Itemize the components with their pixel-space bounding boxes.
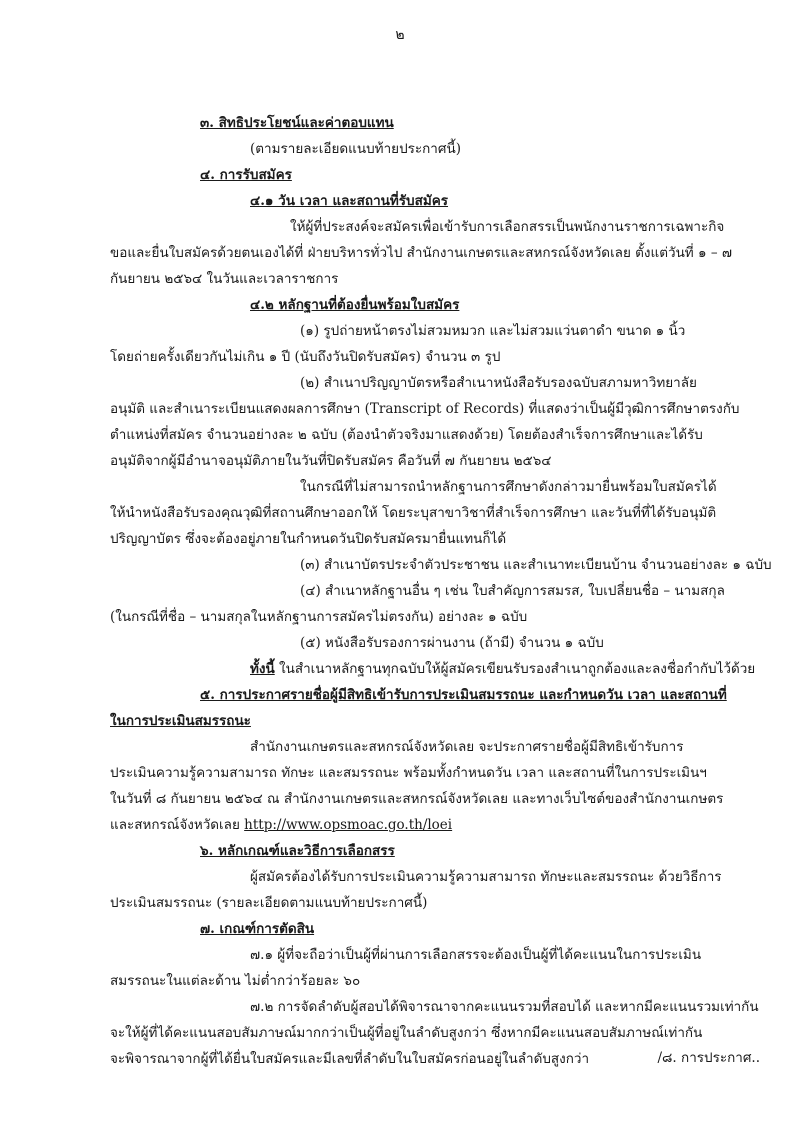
section-4-1-line-3: กันยายน ๒๕๖๔ ในวันและเวลาราชการ <box>110 271 339 287</box>
section-3-note: (ตามรายละเอียดแนบท้ายประกาศนี้) <box>250 141 461 157</box>
item-1-line-2: โดยถ่ายครั้งเดียวกันไม่เกิน ๑ ปี (นับถึงวันปิดรับสมัคร) จำนวน ๓ รูป <box>110 349 501 365</box>
section-3-heading: ๓. สิทธิประโยชน์และค่าตอบแทน <box>200 115 394 131</box>
section-5-line-3: ในวันที่ ๘ กันยายน ๒๕๖๔ ณ สำนักงานเกษตรและสหกรณ์จังหวัดเลย และทางเว็บไซต์ของสำนักงานเกษตร <box>110 791 724 807</box>
section-5-line-2: ประเมินความรู้ความสามารถ ทักษะ และสมรรถนะ พร้อมทั้งกำหนดวัน เวลา และสถานที่ในการประเมินฯ <box>110 765 707 781</box>
section-4-2-heading: ๔.๒ หลักฐานที่ต้องยื่นพร้อมใบสมัคร <box>250 297 460 313</box>
item-2-para-2-line-3: ปริญญาบัตร ซึ่งจะต้องอยู่ภายในกำหนดวันปิดรับสมัครมายื่นแทนก็ได้ <box>110 531 507 547</box>
section-4-heading: ๔. การรับสมัคร <box>200 167 292 183</box>
item-3: (๓) สำเนาบัตรประจำตัวประชาชน และสำเนาทะเบียนบ้าน จำนวนอย่างละ ๑ ฉบับ <box>300 557 772 573</box>
section-7-2-line-3: จะพิจารณาจากผู้ที่ได้ยื่นใบสมัครและมีเลขที่ลำดับในใบสมัครก่อนอยู่ในลำดับสูงกว่า <box>110 1051 590 1067</box>
item-2-line-1: (๒) สำเนาปริญญาบัตรหรือสำเนาหนังสือรับรองฉบับสภามหาวิทยาลัย <box>300 375 697 391</box>
section-4-1-line-2: ขอและยื่นใบสมัครด้วยตนเองได้ที่ ฝ่ายบริหารทั่วไป สำนักงานเกษตรและสหกรณ์จังหวัดเลย ตั้งแต่วันที่ ๑ – ๗ <box>110 245 733 261</box>
section-7-heading: ๗. เกณฑ์การตัดสิน <box>200 921 315 937</box>
item-2-line-2: อนุมัติ และสำเนาระเบียนแสดงผลการศึกษา (Transcript of Records) ที่แสดงว่าเป็นผู้มีวุฒิการศึกษาตรงกับ <box>110 401 740 417</box>
item-2-line-3: ตำแหน่งที่สมัคร จำนวนอย่างละ ๒ ฉบับ (ต้องนำตัวจริงมาแสดงด้วย) โดยต้องสำเร็จการศึกษาและได้รับ <box>110 427 703 443</box>
evidence-note <box>110 656 756 682</box>
section-5-line-4-text: และสหกรณ์จังหวัดเลย <box>110 817 245 833</box>
section-5-heading-line-2: ในการประเมินสมรรถนะ <box>110 713 251 729</box>
evidence-note-text: ในสำเนาหลักฐานทุกฉบับให้ผู้สมัครเขียนรับรองสำเนาถูกต้องและลงชื่อกำกับไว้ด้วย <box>274 661 756 677</box>
item-2-line-4: อนุมัติจากผู้มีอำนาจอนุมัติภายในวันที่ปิดรับสมัคร คือวันที่ ๗ กันยายน ๒๕๖๔ <box>110 453 552 469</box>
section-7-1-line-2: สมรรถนะในแต่ละด้าน ไม่ต่ำกว่าร้อยละ ๖๐ <box>110 973 361 989</box>
section-7-1-line-1: ๗.๑ ผู้ที่จะถือว่าเป็นผู้ที่ผ่านการเลือกสรรจะต้องเป็นผู้ที่ได้คะแนนในการประเมิน <box>250 947 702 963</box>
section-4-1-line-1: ให้ผู้ที่ประสงค์จะสมัครเพื่อเข้ารับการเลือกสรรเป็นพนักงานราชการเฉพาะกิจ <box>290 219 725 235</box>
section-5-line-4 <box>110 812 722 838</box>
page-number: ๒ <box>395 27 405 43</box>
item-5: (๕) หนังสือรับรองการผ่านงาน (ถ้ามี) จำนวน ๑ ฉบับ <box>300 635 604 651</box>
item-4-line-1: (๔) สำเนาหลักฐานอื่น ๆ เช่น ใบสำคัญการสมรส, ใบเปลี่ยนชื่อ – นามสกุล <box>300 583 725 599</box>
section-6-line-1: ผู้สมัครต้องได้รับการประเมินความรู้ความสามารถ ทักษะและสมรรถนะ ด้วยวิธีการ <box>250 869 722 885</box>
website-link[interactable]: http://www.opsmoac.go.th/loei <box>244 817 453 833</box>
item-4-line-2: (ในกรณีที่ชื่อ – นามสกุลในหลักฐานการสมัครไม่ตรงกัน) อย่างละ ๑ ฉบับ <box>110 609 528 625</box>
section-6-line-2: ประเมินสมรรถนะ (รายละเอียดตามแนบท้ายประกาศนี้) <box>110 895 428 911</box>
continuation-note: /๘. การประกาศ.. <box>657 1050 760 1066</box>
item-2-para-2-line-1: ในกรณีที่ไม่สามารถนำหลักฐานการศึกษาดังกล่าวมายื่นพร้อมใบสมัครได้ <box>300 479 717 495</box>
section-5-line-1: สำนักงานเกษตรและสหกรณ์จังหวัดเลย จะประกาศรายชื่อผู้มีสิทธิเข้ารับการ <box>250 739 684 755</box>
section-7-2-line-1: ๗.๒ การจัดลำดับผู้สอบได้พิจารณาจากคะแนนรวมที่สอบได้ และหากมีคะแนนรวมเท่ากัน <box>250 999 759 1015</box>
section-7-2-line-2: จะให้ผู้ที่ได้คะแนนสอบสัมภาษณ์มากกว่าเป็นผู้ที่อยู่ในลำดับสูงกว่า ซึ่งหากมีคะแนนสอบสัมภาษณ์เท่ากัน <box>110 1025 703 1041</box>
item-1-line-1: (๑) รูปถ่ายหน้าตรงไม่สวมหมวก และไม่สวมแว่นตาดำ ขนาด ๑ นิ้ว <box>300 323 686 339</box>
document-body <box>110 110 772 1072</box>
section-5-heading-line-1: ๕. การประกาศรายชื่อผู้มีสิทธิเข้ารับการประเมินสมรรถนะ และกำหนดวัน เวลา และสถานที่ <box>200 687 727 703</box>
item-2-para-2-line-2: ให้นำหนังสือรับรองคุณวุฒิที่สถานศึกษาออกให้ โดยระบุสาขาวิชาที่สำเร็จการศึกษา และวันที่ที่ได้รับอนุมัติ <box>110 505 717 521</box>
section-4-1-heading: ๔.๑ วัน เวลา และสถานที่รับสมัคร <box>250 193 449 209</box>
section-6-heading: ๖. หลักเกณฑ์และวิธีการเลือกสรร <box>200 843 395 859</box>
evidence-note-label: ทั้งนี้ <box>250 661 275 677</box>
